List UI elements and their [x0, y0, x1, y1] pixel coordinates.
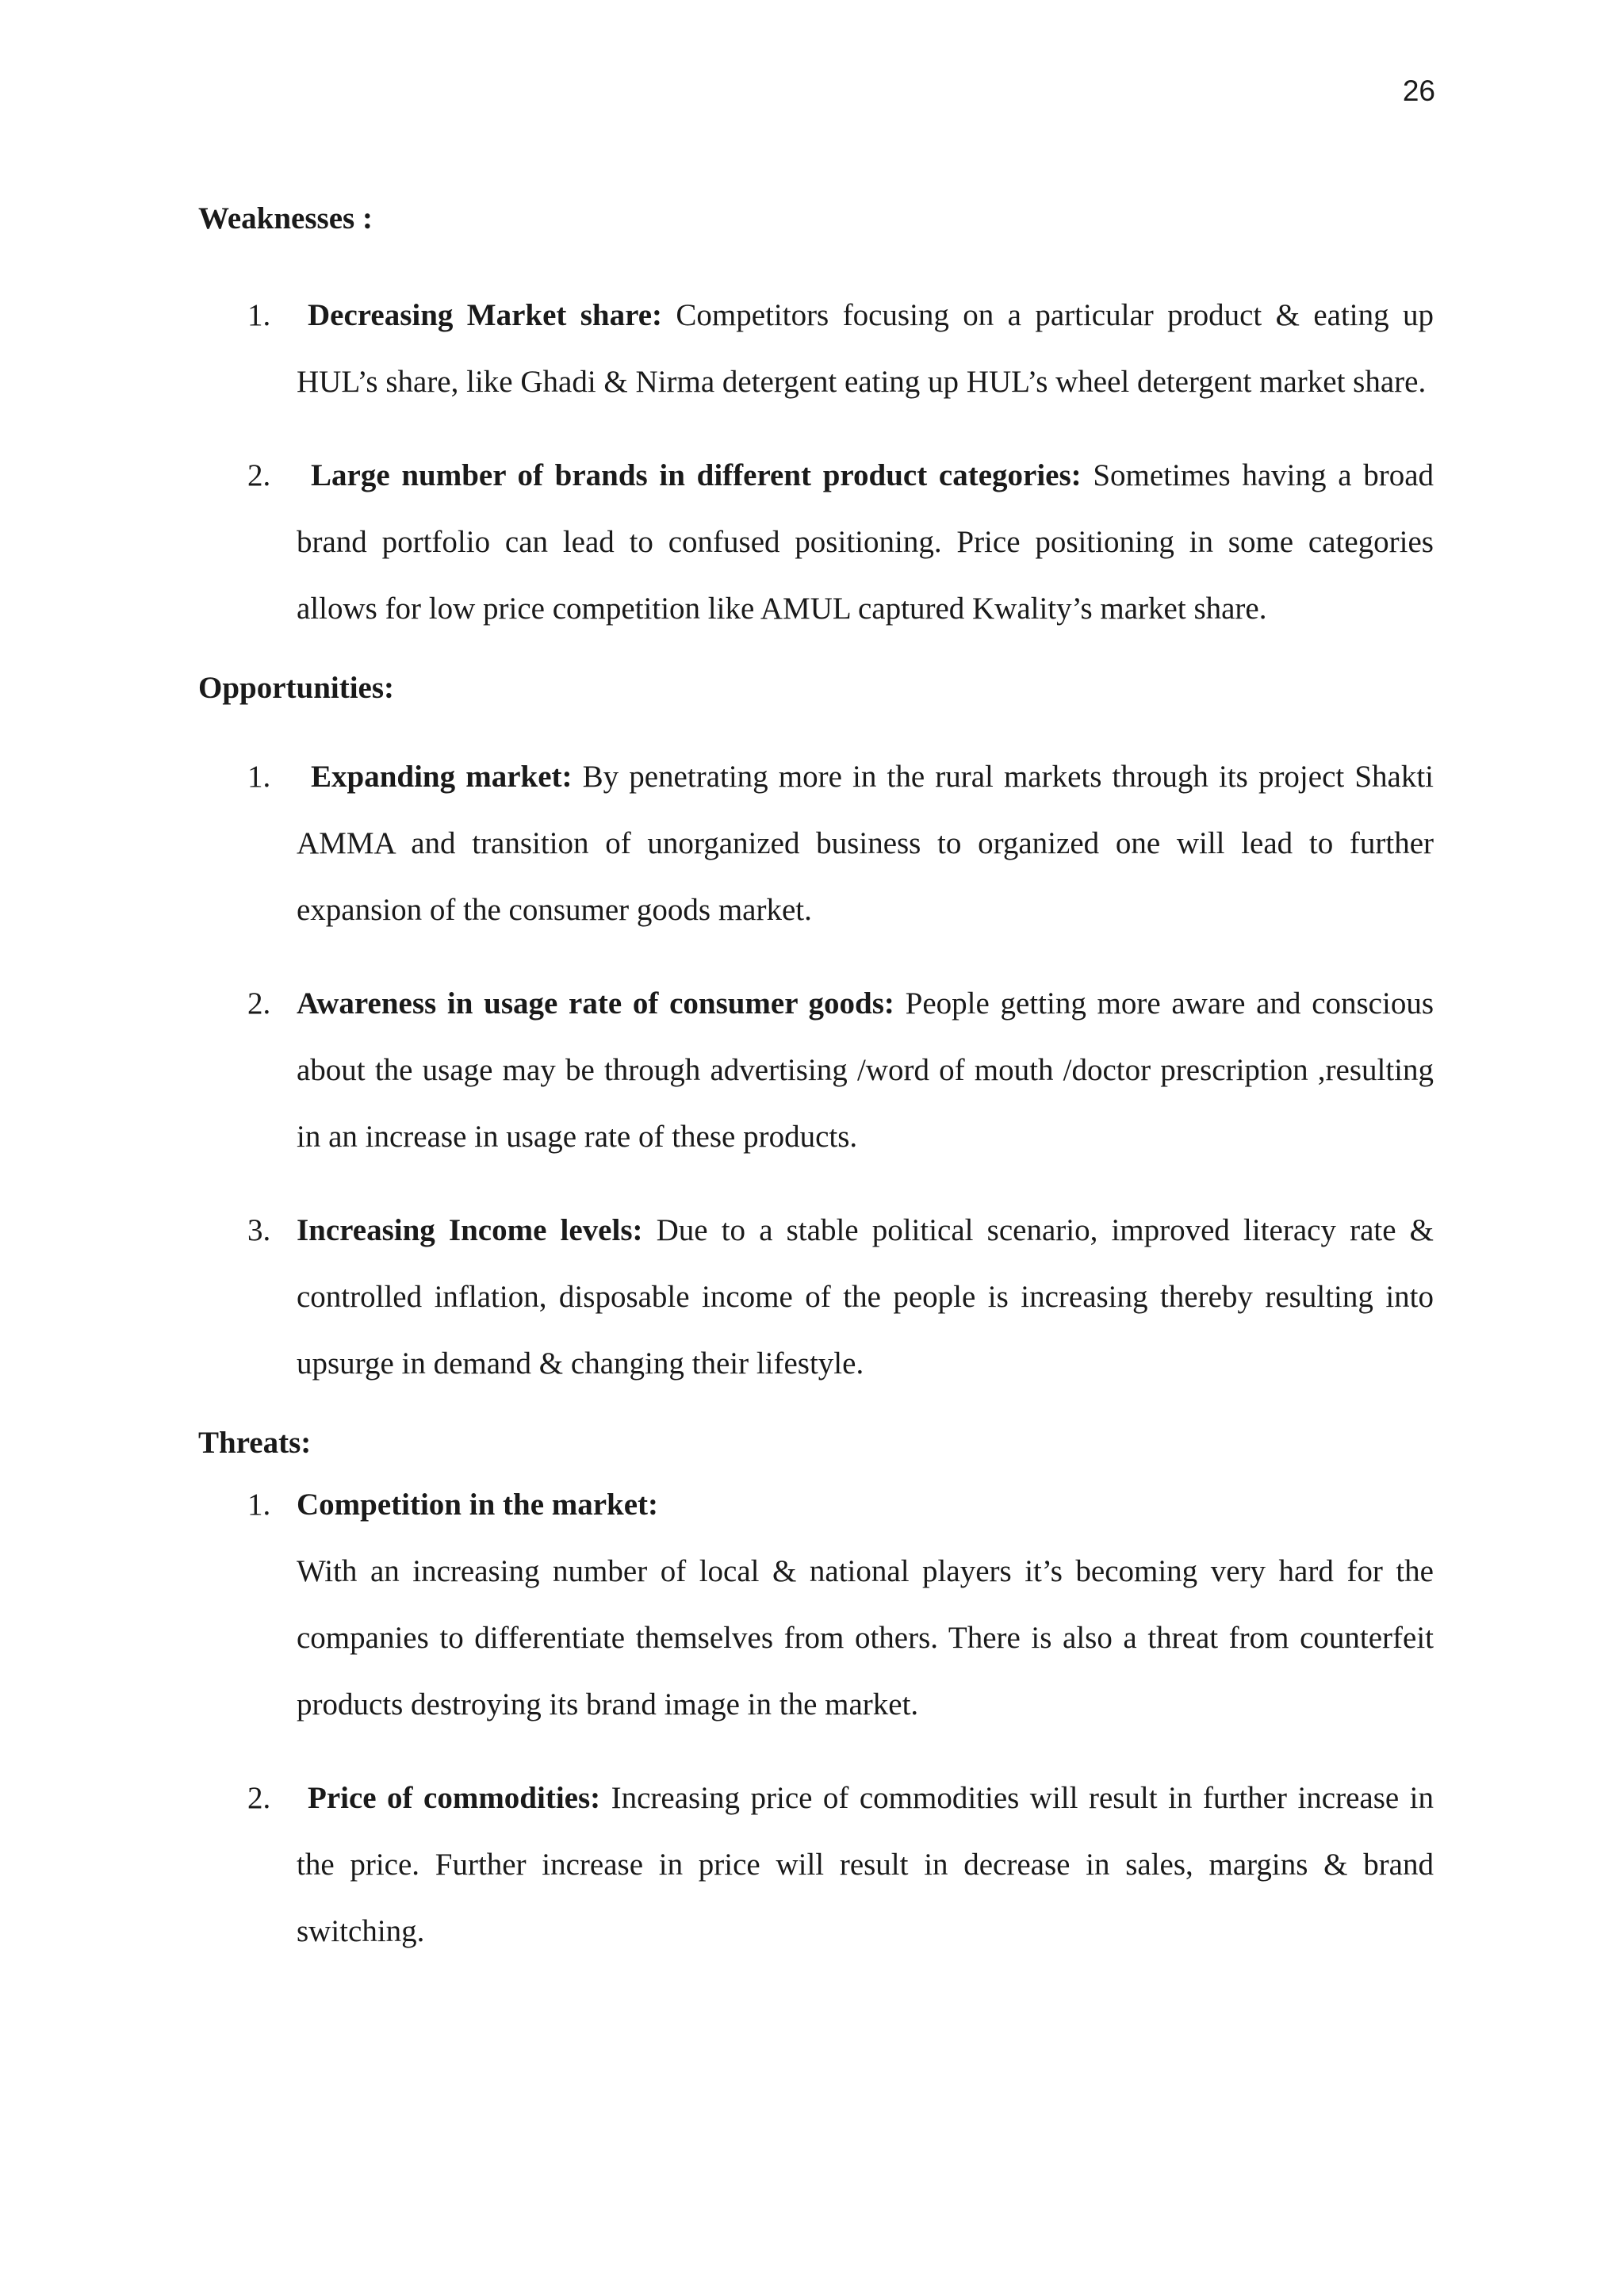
item-term: Decreasing Market share:	[308, 298, 663, 332]
item-text: People getting more aware and conscious about the usage may be through advertising /word of mouth /doctor prescription ,resulting in an increase in usage rate of these products.	[297, 986, 1434, 1154]
threats-section	[198, 1419, 1434, 1965]
item-term: Price of commodities:	[308, 1781, 601, 1815]
weaknesses-heading: Weaknesses :	[198, 201, 373, 236]
list-item	[198, 744, 1434, 944]
item-number: 2.	[247, 458, 271, 492]
item-text: With an increasing number of local & national players it’s becoming very hard for the companies to differentiate themselves from others. There is also a threat from counterfeit products destroying its brand image in the market.	[297, 1554, 1434, 1721]
item-number: 3.	[247, 1213, 271, 1247]
opportunities-section	[198, 664, 1434, 1397]
item-text: Increasing price of commodities will result in further increase in the price. Further increase in price will result in decrease in sales, margins & brand switching.	[297, 1781, 1434, 1948]
list-item	[198, 1765, 1434, 1965]
page-number: 26	[1402, 75, 1435, 107]
item-text: Competitors focusing on a particular product & eating up HUL’s share, like Ghadi & Nirma detergent eating up HUL’s wheel detergent market share.	[297, 298, 1434, 399]
list-item	[198, 1472, 1434, 1738]
item-term: Large number of brands in different product categories:	[311, 458, 1082, 492]
item-text: Sometimes having a broad brand portfolio can lead to confused positioning. Price positioning in some categories allows for low price competition like AMUL captured Kwality’s market share.	[297, 458, 1434, 626]
item-number: 1.	[247, 298, 271, 332]
item-number: 2.	[247, 1781, 271, 1815]
weaknesses-section	[198, 195, 1434, 642]
item-term: Competition in the market:	[297, 1488, 659, 1522]
item-term: Expanding market:	[311, 760, 573, 794]
item-term: Increasing Income levels:	[297, 1213, 643, 1247]
threats-heading: Threats:	[198, 1426, 312, 1460]
weaknesses-list	[198, 282, 1434, 642]
list-item	[198, 971, 1434, 1170]
item-number: 2.	[247, 986, 271, 1021]
page-content	[198, 195, 1434, 1965]
item-text: By penetrating more in the rural markets through its project Shakti AMMA and transition of unorganized business to organized one will lead to further expansion of the consumer goods market.	[297, 760, 1434, 927]
item-number: 1.	[247, 1488, 271, 1522]
item-text: Due to a stable political scenario, improved literacy rate & controlled inflation, disposable income of the people is increasing thereby resulting into upsurge in demand & changing their lifestyle.	[297, 1213, 1434, 1381]
list-item	[198, 1197, 1434, 1397]
item-term: Awareness in usage rate of consumer goods:	[297, 986, 894, 1021]
opportunities-list	[198, 744, 1434, 1397]
list-item	[198, 282, 1434, 416]
opportunities-heading: Opportunities:	[198, 671, 395, 705]
item-number: 1.	[247, 760, 271, 794]
threats-list	[198, 1472, 1434, 1965]
list-item	[198, 442, 1434, 642]
